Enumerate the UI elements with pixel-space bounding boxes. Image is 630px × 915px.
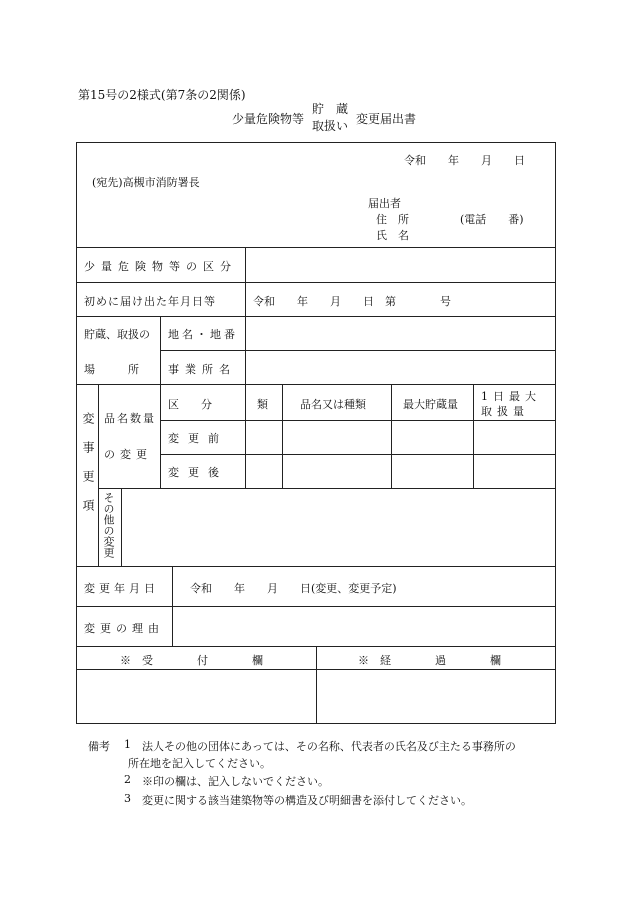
row-divider bbox=[76, 247, 556, 248]
title-suffix: 変更届出書 bbox=[356, 112, 417, 126]
row-divider bbox=[76, 606, 556, 607]
col-divider bbox=[316, 646, 317, 724]
before-label: 変更前 bbox=[168, 432, 228, 445]
reason-label: 変更の理由 bbox=[84, 622, 164, 635]
progress-label: ※ 経 過 欄 bbox=[358, 654, 501, 667]
note-2-number: 2 bbox=[124, 773, 131, 786]
col-class: 区 分 bbox=[168, 398, 212, 411]
first-date-label: 初めに届け出た年月日等 bbox=[84, 295, 216, 308]
col-divider bbox=[160, 384, 161, 488]
other-change-label: その他の変更 bbox=[102, 492, 115, 558]
notes-label: 備考 bbox=[88, 740, 110, 753]
after-label: 変更後 bbox=[168, 466, 228, 479]
first-date-value[interactable]: 令和 年 月 日 第 号 bbox=[253, 295, 451, 308]
col-type: 類 bbox=[257, 398, 268, 411]
change-items-label: 変事更項 bbox=[81, 412, 95, 528]
col-daily-bottom: 取扱量 bbox=[481, 405, 529, 418]
place-label-bottom: 場 所 bbox=[84, 363, 139, 376]
business-name-label: 事業所名 bbox=[168, 363, 236, 376]
name-label: 氏 名 bbox=[376, 229, 409, 242]
col-divider bbox=[172, 566, 173, 646]
row-divider bbox=[98, 488, 556, 489]
date-field[interactable]: 令和 年 月 日 bbox=[404, 154, 525, 167]
category-label: 少量危険物等の区分 bbox=[84, 260, 237, 273]
form-table bbox=[76, 142, 556, 724]
row-divider bbox=[76, 316, 556, 317]
address-label: 住 所 bbox=[376, 213, 409, 226]
col-max-store: 最大貯蔵量 bbox=[403, 398, 458, 411]
form-number: 第15号の2様式(第7条の2関係) bbox=[78, 88, 246, 102]
addressee: (宛先)高槻市消防署長 bbox=[92, 176, 200, 189]
title-handle: 取扱い bbox=[312, 119, 349, 133]
row-divider bbox=[76, 282, 556, 283]
row-divider bbox=[160, 420, 556, 421]
col-divider bbox=[391, 384, 392, 488]
note-1-line-2: 所在地を記入してください。 bbox=[128, 757, 271, 770]
qty-change-label-top: 品名数量 bbox=[104, 412, 156, 425]
note-1-number: 1 bbox=[124, 738, 131, 751]
col-divider bbox=[245, 247, 246, 384]
col-divider bbox=[473, 384, 474, 488]
reception-label: ※ 受 付 欄 bbox=[120, 654, 263, 667]
place-label-top: 貯蔵、取扱の bbox=[84, 328, 150, 341]
address-lot-label: 地名・地番 bbox=[168, 328, 238, 341]
note-3: 変更に関する該当建築物等の構造及び明細書を添付してください。 bbox=[142, 794, 472, 807]
note-2: ※印の欄は、記入しないでください。 bbox=[142, 775, 329, 788]
col-item: 品名又は種類 bbox=[300, 398, 366, 411]
notifier-label: 届出者 bbox=[368, 197, 401, 210]
col-daily-top: 1日最大 bbox=[481, 390, 541, 403]
col-divider bbox=[98, 384, 99, 566]
col-divider bbox=[121, 488, 122, 566]
row-divider bbox=[160, 350, 556, 351]
qty-change-label-bottom: の変更 bbox=[104, 448, 152, 461]
row-divider bbox=[76, 566, 556, 567]
change-date-label: 変更年月日 bbox=[84, 582, 159, 595]
change-date-value[interactable]: 令和 年 月 日(変更、変更予定) bbox=[190, 582, 397, 595]
title-prefix: 少量危険物等 bbox=[232, 112, 305, 126]
phone-label: (電話 番) bbox=[460, 213, 524, 226]
col-divider bbox=[282, 384, 283, 488]
note-3-number: 3 bbox=[124, 792, 131, 805]
row-divider bbox=[160, 454, 556, 455]
col-divider bbox=[160, 316, 161, 384]
note-1-line-1: 法人その他の団体にあっては、その名称、代表者の氏名及び主たる事務所の bbox=[142, 740, 516, 753]
col-divider bbox=[245, 384, 246, 488]
title-store: 貯 蔵 bbox=[312, 102, 349, 116]
row-divider bbox=[76, 384, 556, 385]
